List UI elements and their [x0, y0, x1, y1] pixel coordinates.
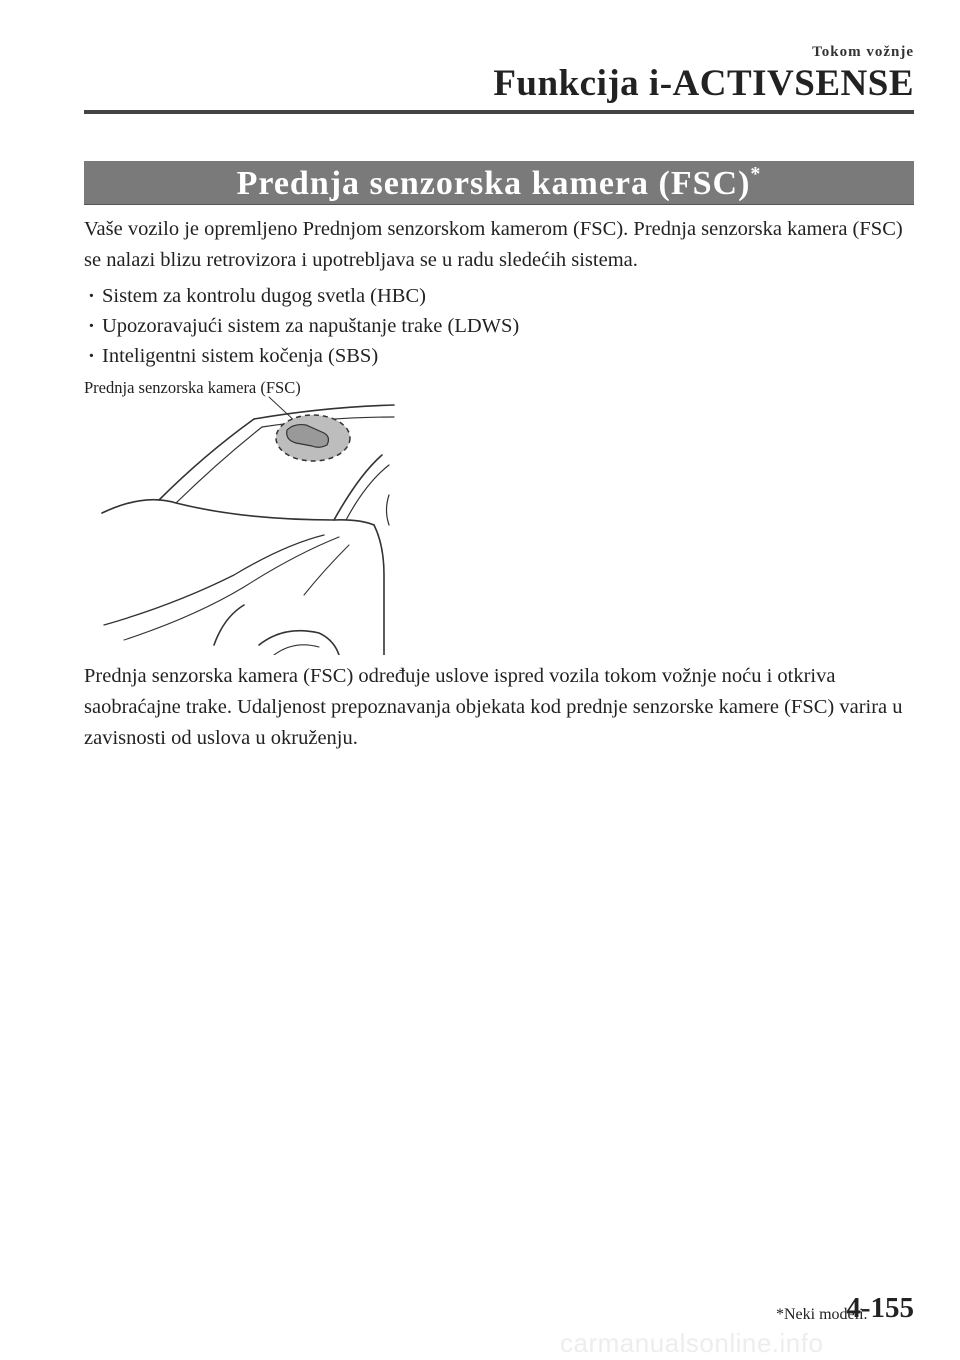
- footnote-marker: *: [750, 162, 762, 185]
- bullet-dot: ·: [88, 285, 95, 307]
- bullet-dot: ·: [88, 315, 95, 337]
- mirror-edge: [387, 495, 390, 525]
- watermark: carmanualsonline.info: [560, 1328, 824, 1358]
- hood-crease: [104, 535, 324, 625]
- section-title: [237, 163, 762, 203]
- door-line: [374, 525, 384, 655]
- list-item-text: Upozoravajući sistem za napuštanje trake (LDWS): [102, 315, 520, 337]
- list-item: [84, 341, 519, 371]
- list-item-text: Sistem za kontrolu dugog svetla (HBC): [102, 285, 426, 307]
- headlight-edge: [214, 605, 244, 645]
- windshield-left-edge: [159, 419, 254, 500]
- footnote: *Neki modeli.: [776, 1306, 868, 1323]
- list-item-text: Inteligentni sistem kočenja (SBS): [102, 345, 379, 367]
- windshield-camera-illustration: [84, 395, 414, 655]
- list-item: [84, 311, 519, 341]
- list-item: [84, 281, 519, 311]
- figure-caption: Prednja senzorska kamera (FSC): [84, 378, 301, 397]
- hood-line: [102, 500, 374, 525]
- bullet-dot: ·: [88, 345, 95, 367]
- wheel-arch-inner: [274, 645, 319, 655]
- chapter-title: Funkcija i-ACTIVSENSE: [493, 63, 914, 104]
- page-number: 4-155: [846, 1292, 914, 1324]
- section-title-text: Prednja senzorska kamera (FSC): [236, 164, 751, 202]
- windshield-inner-edge: [176, 427, 262, 503]
- intro-paragraph: Vaše vozilo je opremljeno Prednjom senzorskom kamerom (FSC). Prednja senzorska kamera (FSC) se nalazi blizu retrovizora i upotrebljava se u radu sledećih sistema.: [84, 218, 903, 271]
- wheel-arch: [259, 631, 339, 655]
- hood-crease-lower: [124, 537, 339, 640]
- a-pillar-inner: [346, 465, 389, 520]
- section-banner: [84, 161, 914, 205]
- chapter-subtitle: Tokom vožnje: [812, 44, 914, 60]
- a-pillar: [334, 455, 382, 520]
- fender-line: [304, 545, 349, 595]
- description-paragraph: Prednja senzorska kamera (FSC) određuje uslove ispred vozila tokom vožnje noću i otkriva saobraćajne trake. Udaljenost prepoznavanja objekata kod prednje senzorske kamere (FSC) varira u zavisnosti od uslova u okruženju.: [84, 665, 903, 749]
- header-divider: [84, 110, 914, 114]
- system-list: [84, 281, 519, 371]
